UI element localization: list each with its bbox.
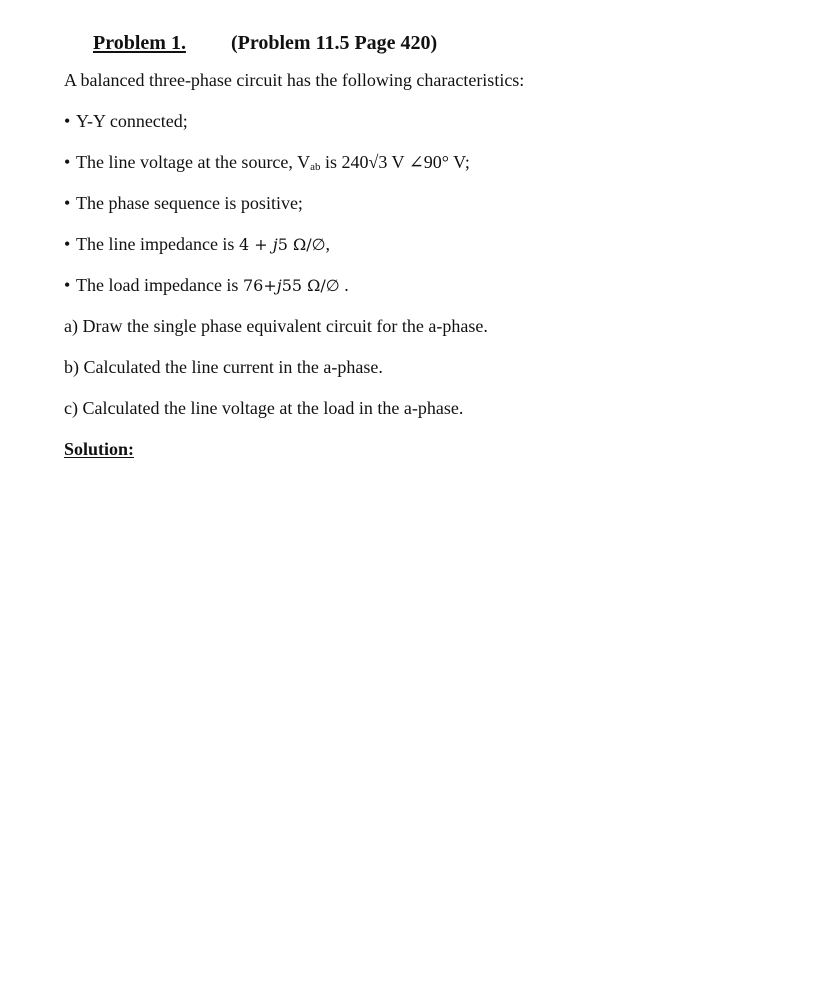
bullet-marker: • (64, 193, 71, 213)
bullet-phase-sequence (64, 193, 303, 214)
bullet-load-impedance (64, 275, 349, 296)
bullet-text-prefix: The load impedance is (76, 275, 243, 295)
bullet-text-prefix: The line impedance is (76, 234, 239, 254)
problem-title (93, 32, 437, 55)
question-c: c) Calculated the line voltage at the load in the a-phase. (64, 398, 464, 418)
bullet-text-suffix: , (325, 234, 331, 254)
question-b: b) Calculated the line current in the a-phase. (64, 357, 383, 377)
problem-reference: (Problem 11.5 Page 420) (230, 32, 438, 54)
bullet-text-suffix: is 240√3 V ∠90° V; (320, 152, 470, 172)
bullet-connection (64, 111, 188, 132)
impedance-real: 76+ (242, 276, 277, 295)
impedance-imag: 55 Ω/∅ (281, 276, 340, 295)
bullet-marker: • (64, 275, 71, 295)
bullet-text: The phase sequence is positive; (76, 193, 303, 213)
impedance-real: 4 + (238, 235, 273, 254)
solution-heading: Solution: (64, 439, 135, 459)
question-a: a) Draw the single phase equivalent circuit for the a-phase. (64, 316, 488, 336)
intro-text: A balanced three-phase circuit has the following characteristics: (64, 70, 525, 90)
bullet-text: Y-Y connected; (76, 111, 188, 131)
bullet-line-voltage (64, 152, 470, 173)
bullet-text-prefix: The line voltage at the source, V (76, 152, 311, 172)
imaginary-unit: j (272, 235, 278, 254)
impedance-imag: 5 Ω/∅ (277, 235, 326, 254)
voltage-subscript: ab (310, 161, 321, 173)
bullet-marker: • (64, 111, 71, 131)
load-impedance-value (243, 276, 340, 295)
bullet-line-impedance (64, 234, 330, 255)
problem-number: Problem 1. (93, 32, 186, 54)
bullet-marker: • (64, 152, 71, 172)
bullet-marker: • (64, 234, 71, 254)
line-impedance-value (239, 235, 326, 254)
imaginary-unit: j (276, 276, 282, 295)
bullet-text-suffix: . (339, 275, 349, 295)
